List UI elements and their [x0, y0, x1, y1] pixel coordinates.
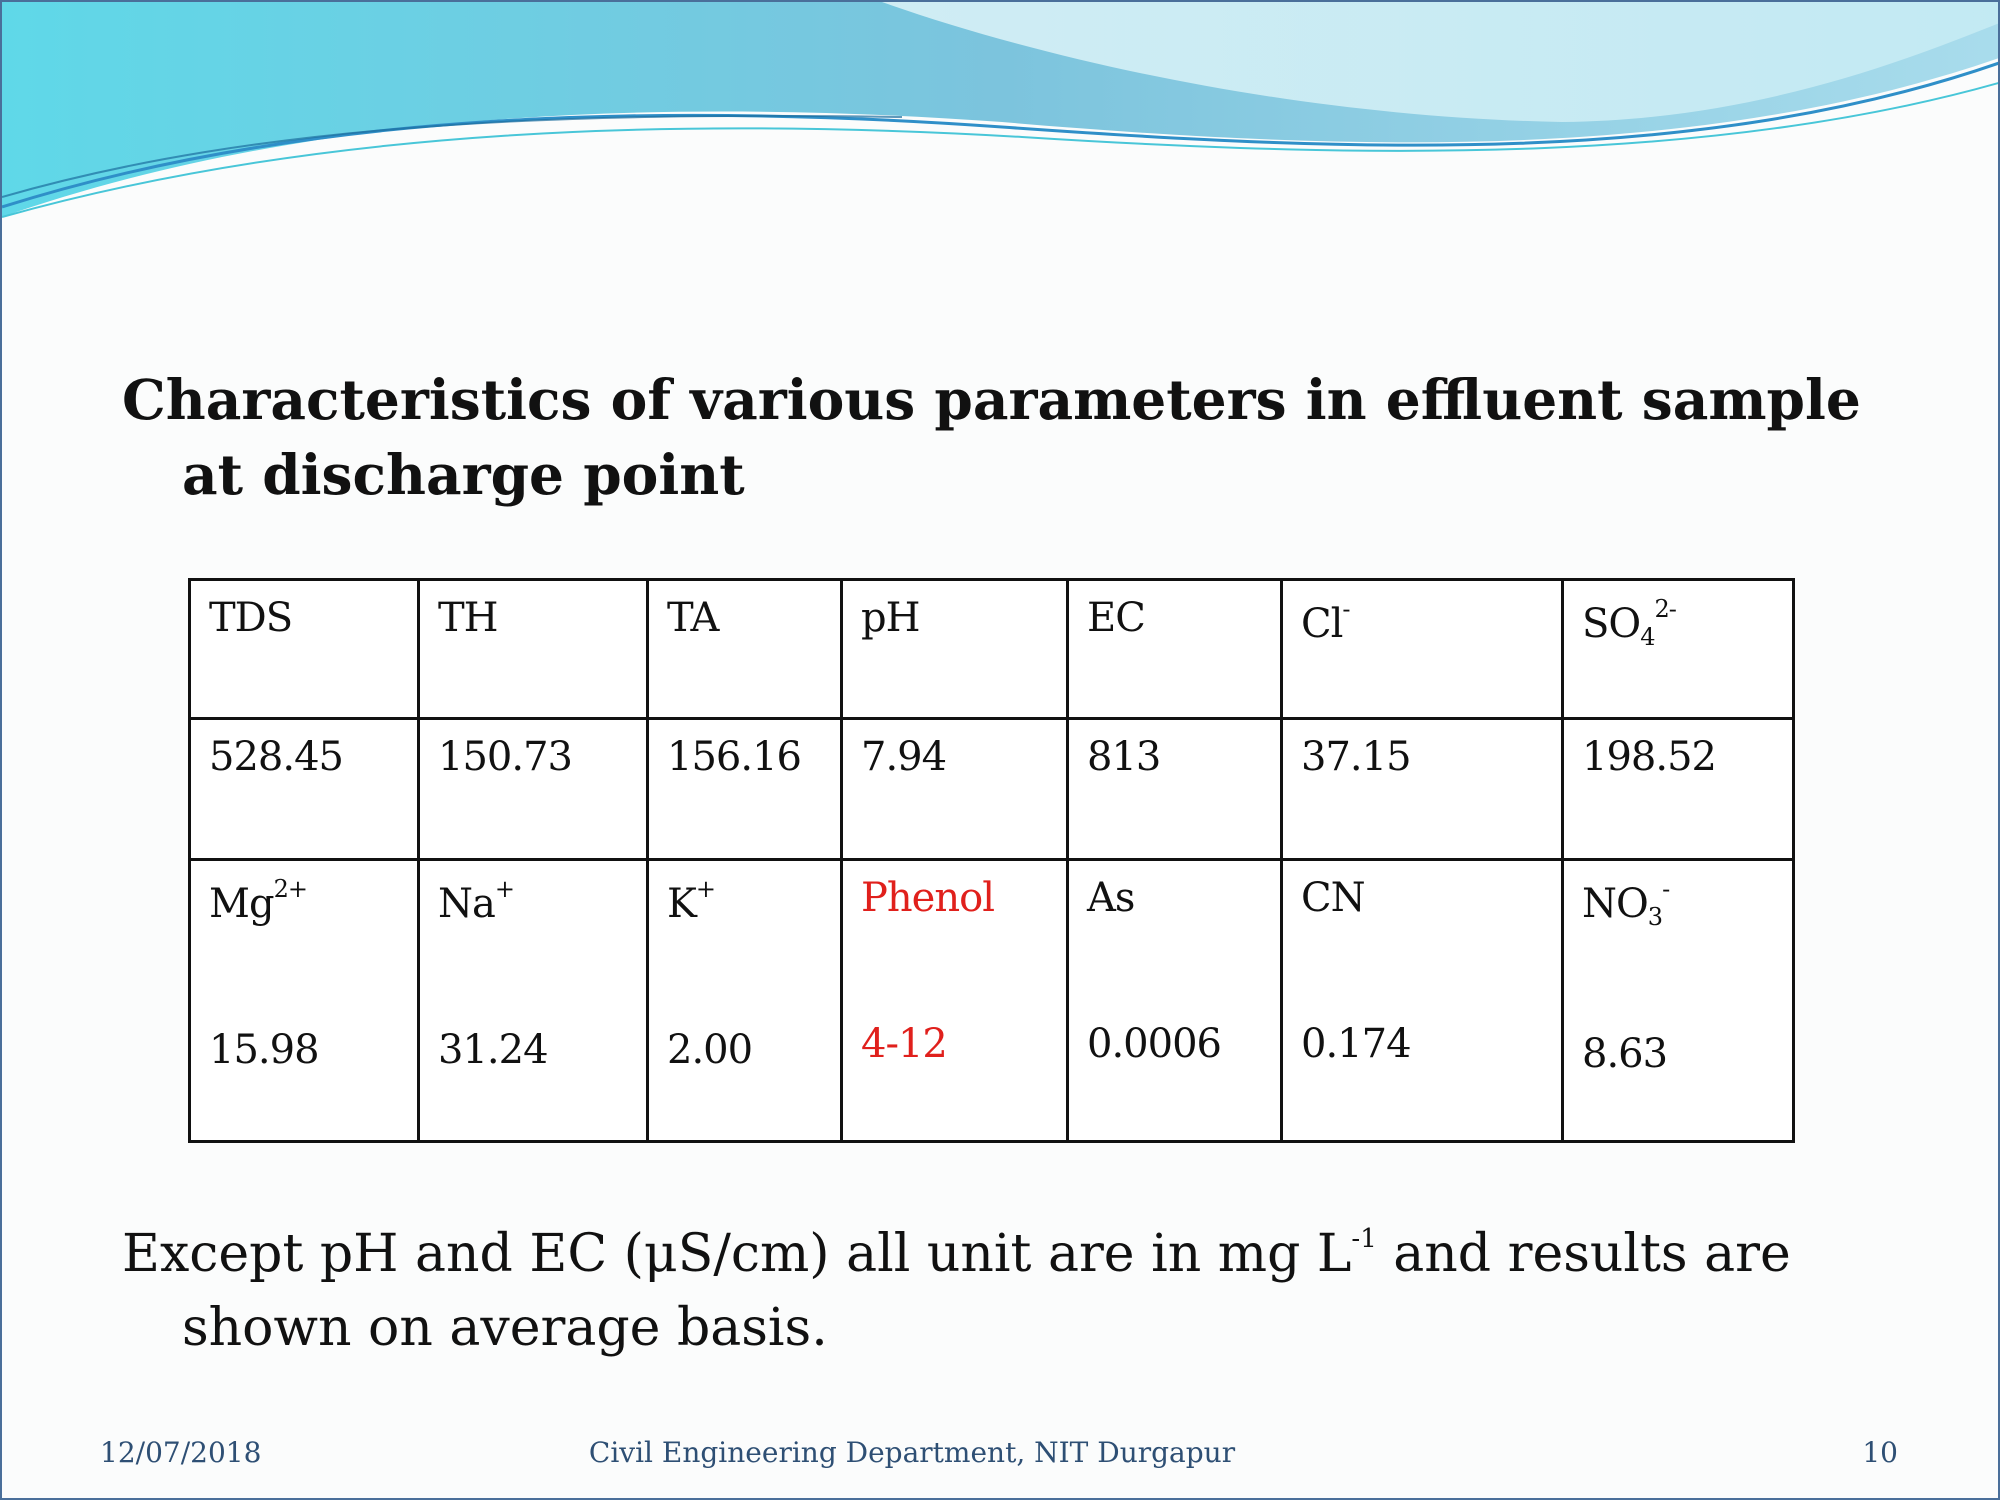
table-row	[190, 580, 1794, 719]
as-label: As	[1087, 875, 1135, 921]
na-value: 31.24	[438, 1027, 548, 1073]
footer-department: Civil Engineering Department, NIT Durgapur	[588, 1436, 1236, 1469]
na-charge: +	[494, 875, 514, 903]
cell-th-value: 150.73	[419, 719, 648, 860]
mg-charge: 2+	[273, 875, 307, 903]
mg-label: Mg	[209, 881, 274, 927]
so-text: SO	[1582, 601, 1641, 647]
cell-cl-label	[1282, 580, 1563, 719]
note-part1: Except pH and EC (μS/cm) all unit are in mg L	[122, 1224, 1352, 1284]
phenol-value: 4-12	[861, 1021, 947, 1067]
table-row	[190, 719, 1794, 860]
parameters-table	[188, 578, 1792, 1140]
cell-ec-label: EC	[1068, 580, 1282, 719]
as-value: 0.0006	[1087, 1021, 1221, 1067]
cl-text: Cl	[1301, 601, 1343, 647]
phenol-label: Phenol	[861, 875, 994, 921]
k-charge: +	[695, 875, 715, 903]
mg-value: 15.98	[209, 1027, 319, 1073]
na-label: Na	[438, 881, 495, 927]
cell-ta-value: 156.16	[648, 719, 842, 860]
so-subscript: 4	[1640, 623, 1655, 651]
k-value: 2.00	[667, 1027, 753, 1073]
cell-tds-value: 528.45	[190, 719, 419, 860]
cn-value: 0.174	[1301, 1021, 1411, 1067]
note-exponent: -1	[1351, 1224, 1377, 1254]
no-label: NO	[1582, 881, 1648, 927]
no3-value: 8.63	[1582, 1031, 1668, 1077]
cell-ta-label: TA	[648, 580, 842, 719]
footer-date: 12/07/2018	[100, 1436, 262, 1469]
cell-ph-label: pH	[842, 580, 1068, 719]
cell-cl-value: 37.15	[1282, 719, 1563, 860]
cell-ph-value: 7.94	[842, 719, 1068, 860]
header-wave-decoration	[2, 2, 2000, 242]
no-charge: -	[1662, 875, 1670, 903]
units-note	[122, 1202, 1882, 1365]
cell-phenol	[842, 860, 1068, 1142]
cell-na	[419, 860, 648, 1142]
slide-title: Characteristics of various parameters in effluent sample at discharge point	[122, 367, 1861, 507]
cl-charge: -	[1342, 595, 1350, 623]
cell-ec-value: 813	[1068, 719, 1282, 860]
no-subscript: 3	[1647, 903, 1663, 931]
so-charge: 2-	[1654, 595, 1676, 623]
cell-no3	[1563, 860, 1794, 1142]
cell-k	[648, 860, 842, 1142]
cell-tds-label: TDS	[190, 580, 419, 719]
note-part2: and results are shown on average basis.	[182, 1224, 1791, 1358]
cell-mg	[190, 860, 419, 1142]
cell-th-label: TH	[419, 580, 648, 719]
cn-label: CN	[1301, 875, 1365, 921]
cell-so4-label	[1563, 580, 1794, 719]
k-label: K	[667, 881, 696, 927]
cell-cn	[1282, 860, 1563, 1142]
table-row	[190, 860, 1794, 1142]
cell-as	[1068, 860, 1282, 1142]
footer-page-number: 10	[1862, 1436, 1898, 1469]
cell-so4-value: 198.52	[1563, 719, 1794, 860]
